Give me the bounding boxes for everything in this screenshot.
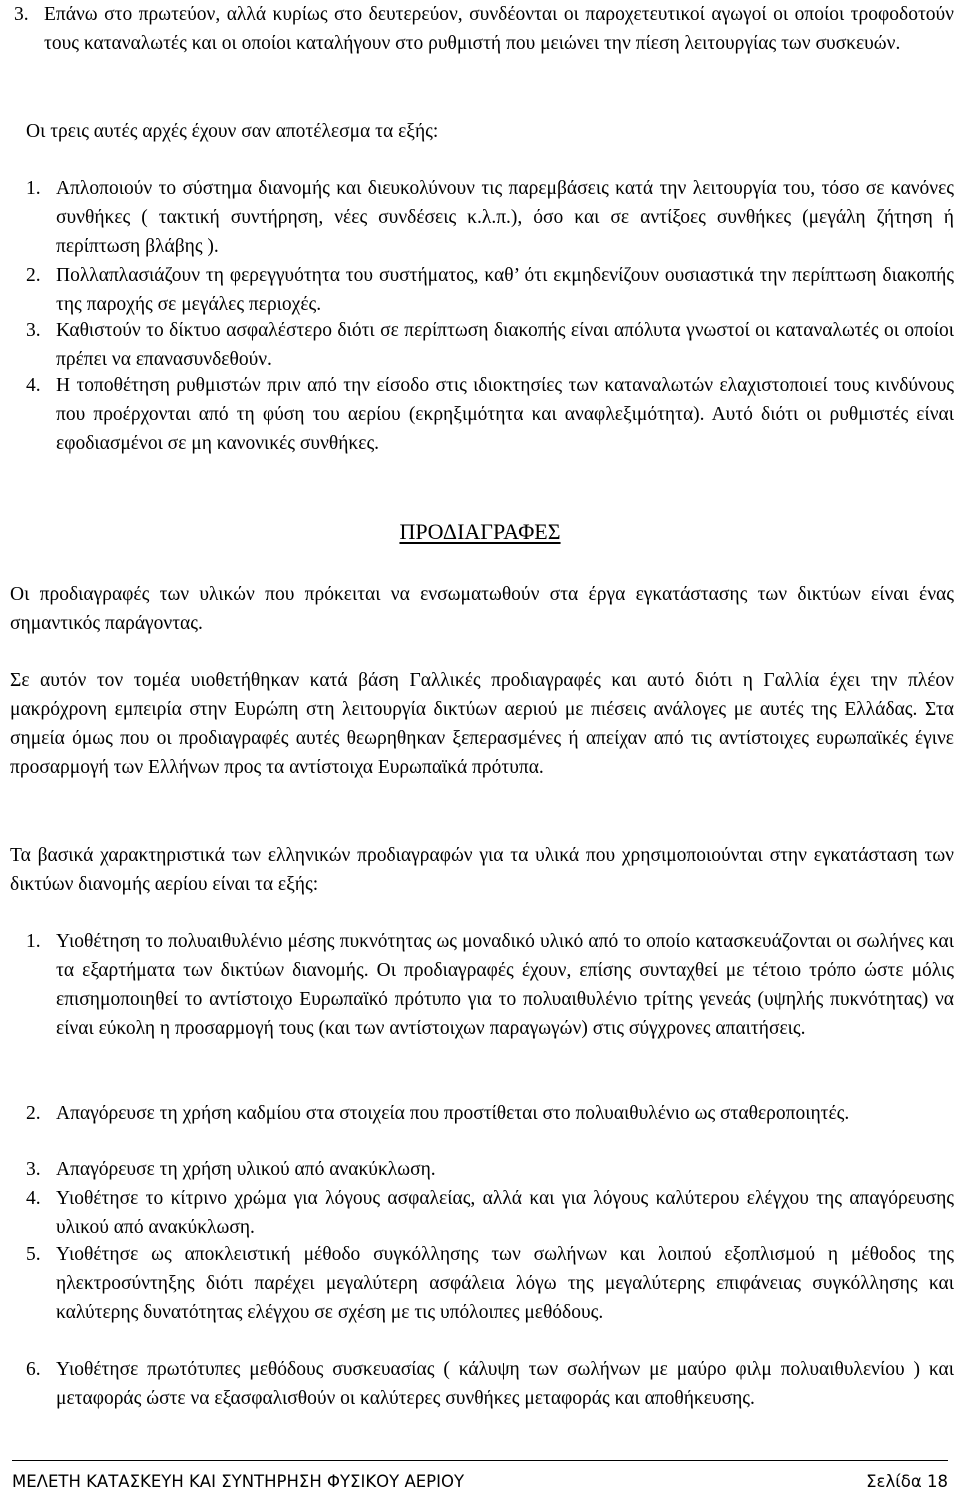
list-number: 3. [14, 4, 29, 25]
result-item-4 [26, 371, 954, 458]
page-footer [12, 1460, 948, 1493]
result-item-3 [26, 316, 954, 374]
list-text: Η τοποθέτηση ρυθμιστών πριν από την είσοδο στις ιδιοκτησίες των καταναλωτών ελαχιστοποιεί τους κινδύνους που προέρχονται από τη φύση του αερίου (εκρηξιμότητα και αναφλεξιμότητα). Αυτό διότι οι ρυθμιστές είναι εφοδιασμένοι σε μη κανονικές συνθήκες. [56, 375, 954, 454]
spec-item-1 [26, 927, 954, 1043]
list-text: Καθιστούν το δίκτυο ασφαλέστερο διότι σε περίπτωση διακοπής είναι απόλυτα γνωστοί οι καταναλωτές οι οποίοι πρέπει να επανασυνδεθούν. [56, 320, 954, 370]
page-number: Σελίδα 18 [866, 1472, 948, 1491]
intro-text: Οι τρεις αυτές αρχές έχουν σαν αποτέλεσμα τα εξής: [26, 121, 439, 142]
list-item [14, 0, 954, 58]
list-text: Απλοποιούν το σύστημα διανομής και διευκολύνουν τις παρεμβάσεις κατά την λειτουργία του, τόσο σε κανόνες συνθήκες ( τακτική συντήρηση, νέες συνδέσεις κ.λ.π.), όσο και σε αντίξοες συνθήκες (μεγάλη ζήτηση ή περίπτωση βλάβης ). [56, 178, 954, 257]
result-item-1 [26, 174, 954, 261]
list-text: Υιοθέτησε πρωτότυπες μεθόδους συσκευασίας ( κάλυψη των σωλήνων με μαύρο φιλμ πολυαιθυλενίου ) και μεταφοράς ώστε να εξασφαλισθούν οι καλύτερες συνθήκες μεταφοράς και αποθήκευσης. [56, 1359, 954, 1409]
spec-item-3 [26, 1155, 954, 1184]
list-text: Απαγόρευσε τη χρήση υλικού από ανακύκλωση. [56, 1159, 436, 1180]
list-text: Πολλαπλασιάζουν τη φερεγγυότητα του συστήματος, καθ’ ότι εκμηδενίζουν ουσιαστικά την περίπτωση διακοπής της παροχής σε μεγάλες περιοχές. [56, 265, 954, 315]
spec-item-4 [26, 1184, 954, 1242]
list-number: 1. [26, 178, 41, 199]
section-heading: ΠΡΟΔΙΑΓΡΑΦΕΣ [399, 519, 561, 544]
paragraph: Τα βασικά χαρακτηριστικά των ελληνικών προδιαγραφών για τα υλικά που χρησιμοποιούνται στην εγκατάσταση των δικτύων διανομής αερίου είναι τα εξής: [10, 845, 954, 895]
list-number: 4. [26, 375, 41, 396]
paragraph: Σε αυτόν τον τομέα υιοθετήθηκαν κατά βάση Γαλλικές προδιαγραφές και αυτό διότι η Γαλλία έχει την πλέον μακρόχρονη εμπειρία στην Ευρώπη στη λειτουργία δικτύων αεριού με πιέσεις ανάλογες με αυτές της Ελλάδας. Στα σημεία όμως που οι προδιαγραφές αυτές θεωρηθηκαν ξεπερασμένες ή απείχαν από τις αντίστοιχες ευρωπαϊκές έγινε προσαρμογή των Ελλήνων προς τα αντίστοιχα Ευρωπαϊκά πρότυπα. [10, 670, 954, 778]
spec-item-2 [26, 1099, 954, 1128]
list-number: 5. [26, 1244, 41, 1265]
list-number: 6. [26, 1359, 41, 1380]
list-number: 3. [26, 1159, 41, 1180]
list-number: 1. [26, 931, 41, 952]
list-text: Υιοθέτησε ως αποκλειστική μέθοδο συγκόλλησης των σωλήνων και λοιπού εξοπλισμού η μέθοδος της ηλεκτροσύντηξης διότι παρέχει μεγαλύτερη ασφάλεια λόγω της μεγαλύτερης επιφάνειας συγκόλλησης και καλύτερης δυνατότητας ελέγχου σε σχέση με τις υπόλοιπες μεθόδους. [56, 1244, 954, 1323]
footer-title: ΜΕΛΕΤΗ ΚΑΤΑΣΚΕΥΗ ΚΑΙ ΣΥΝΤΗΡΗΣΗ ΦΥΣΙΚΟΥ ΑΕΡΙΟΥ [12, 1472, 465, 1491]
list-text: Υιοθέτηση το πολυαιθυλένιο μέσης πυκνότητας ως μοναδικό υλικό από το οποίο κατασκευάζονται οι σωλήνες και τα εξαρτήματα των δικτύων διανομής. Οι προδιαγραφές έχουν, επίσης συνταχθεί με τέτοιο τρόπο ώστε μόλις επισημοποιηθεί το αντίστοιχο Ευρωπαϊκό πρότυπο για το πολυαιθυλένιο τρίτης γενεάς (υψηλής πυκνότητας) να είναι εύκολη η προσαρμογή τους (και των αντίστοιχων παραγωγών) στις σύγχρονες απαιτήσεις. [56, 931, 954, 1039]
list-number: 2. [26, 1103, 41, 1124]
list-number: 3. [26, 320, 41, 341]
list-text: Απαγόρευσε τη χρήση καδμίου στα στοιχεία που προστίθεται στο πολυαιθυλένιο ως σταθεροποιητές. [56, 1103, 850, 1124]
list-text: Υιοθέτησε το κίτρινο χρώμα για λόγους ασφαλείας, αλλά και για λόγους καλύτερου ελέγχου της απαγόρευσης υλικού από ανακύκλωση. [56, 1188, 954, 1238]
result-item-2 [26, 261, 954, 319]
paragraph: Οι προδιαγραφές των υλικών που πρόκειται να ενσωματωθούν στα έργα εγκατάστασης των δικτύων είναι ένας σημαντικός παράγοντας. [10, 584, 954, 634]
list-number: 4. [26, 1188, 41, 1209]
list-number: 2. [26, 265, 41, 286]
spec-item-5 [26, 1240, 954, 1327]
list-text: Επάνω στο πρωτεύον, αλλά κυρίως στο δευτερεύον, συνδέονται οι παροχετευτικοί αγωγοί οι οποίοι τροφοδοτούν τους καταναλωτές και οι οποίοι καταλήγουν στο ρυθμιστή που μειώνει την πίεση λειτουργίας των συσκευών. [44, 4, 954, 54]
spec-item-6 [26, 1355, 954, 1413]
